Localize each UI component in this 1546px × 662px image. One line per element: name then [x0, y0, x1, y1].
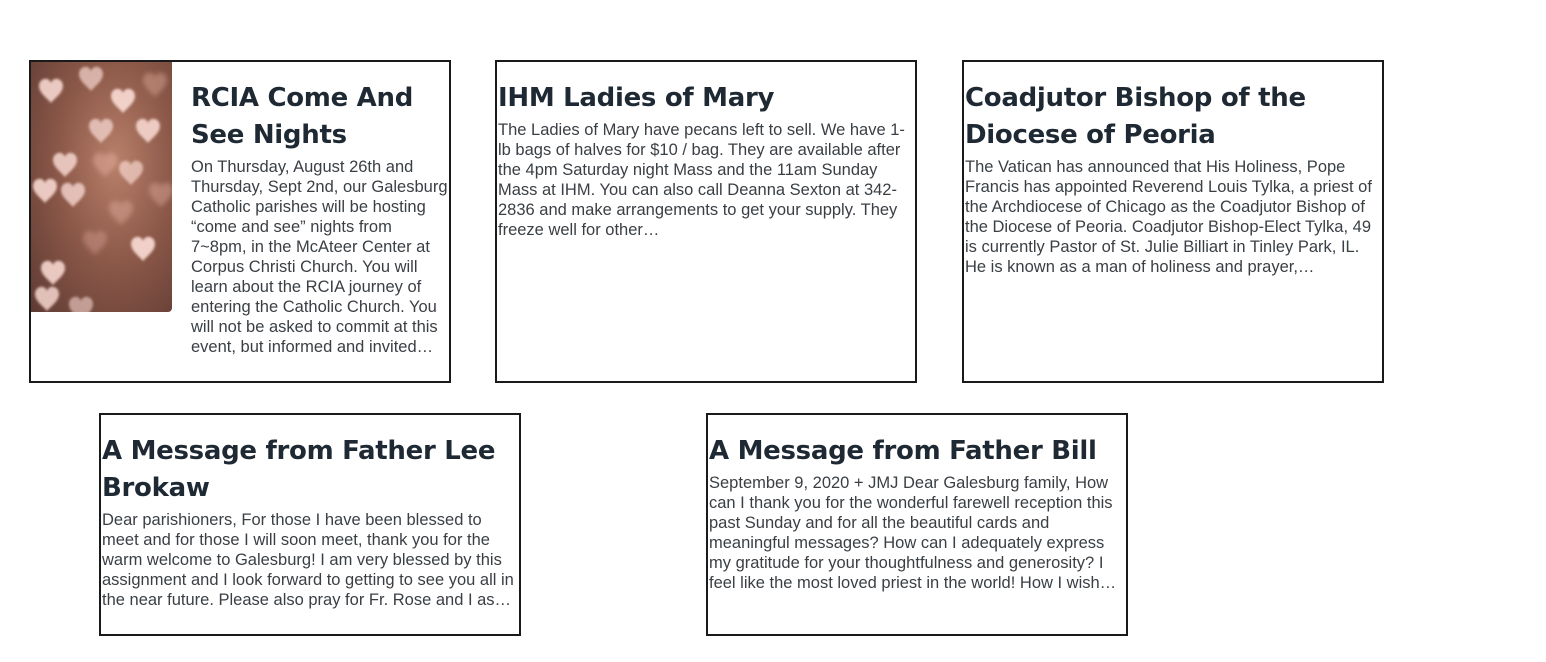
- post-excerpt: The Ladies of Mary have pecans left to sell. We have 1-lb bags of halves for $10 / bag. They are available after the 4pm Saturday night Mass and the 11am Sunday Mass at IHM. You can also call Deanna Sexton at 342-2836 and make arrangements to get your supply. They freeze well for other…: [498, 121, 905, 239]
- post-title[interactable]: IHM Ladies of Mary: [498, 83, 775, 113]
- post-card-rcia[interactable]: [29, 60, 451, 383]
- post-title[interactable]: A Message from Father Lee Brokaw: [102, 436, 496, 503]
- post-title[interactable]: Coadjutor Bishop of the Diocese of Peoria: [965, 83, 1306, 150]
- post-excerpt: Dear parishioners, For those I have been blessed to meet and for those I will soon meet, thank you for the warm welcome to Galesburg! I am very blessed by this assignment and I look forward to getting to see you all in the near future. Please also pray for Fr. Rose and I as…: [102, 511, 514, 609]
- post-card-father-lee[interactable]: [99, 413, 521, 636]
- post-thumbnail-image[interactable]: [31, 62, 172, 312]
- post-title[interactable]: RCIA Come And See Nights: [191, 83, 414, 150]
- post-card-coadjutor-bishop[interactable]: [962, 60, 1384, 383]
- post-card-father-bill[interactable]: [706, 413, 1128, 636]
- post-text: [498, 80, 910, 240]
- post-text: [102, 433, 514, 610]
- post-excerpt: The Vatican has announced that His Holiness, Pope Francis has appointed Reverend Louis Tylka, a priest of the Archdiocese of Chicago as the Coadjutor Bishop of the Diocese of Peoria. Coadjutor Bishop-Elect Tylka, 49 is currently Pastor of St. Julie Billiart in Tinley Park, IL. He is known as a man of holiness and prayer,…: [965, 158, 1372, 276]
- post-title[interactable]: A Message from Father Bill: [709, 436, 1097, 466]
- post-text: [709, 433, 1121, 593]
- post-text: [965, 80, 1377, 277]
- post-excerpt: September 9, 2020 + JMJ Dear Galesburg family, How can I thank you for the wonderful farewell reception this past Sunday and for all the beautiful cards and meaningful messages? How can I adequately express my gratitude for your thoughtfulness and generosity? I feel like the most loved priest in the world! How I wish…: [709, 474, 1117, 592]
- post-text: [191, 80, 449, 357]
- hearts-bokeh-image: [31, 62, 172, 312]
- post-excerpt: On Thursday, August 26th and Thursday, Sept 2nd, our Galesburg Catholic parishes will be hosting “come and see” nights from 7~8pm, in the McAteer Center at Corpus Christi Church. You will learn about the RCIA journey of entering the Catholic Church. You will not be asked to commit at this event, but informed and invited…: [191, 158, 448, 356]
- post-card-ladies-of-mary[interactable]: [495, 60, 917, 383]
